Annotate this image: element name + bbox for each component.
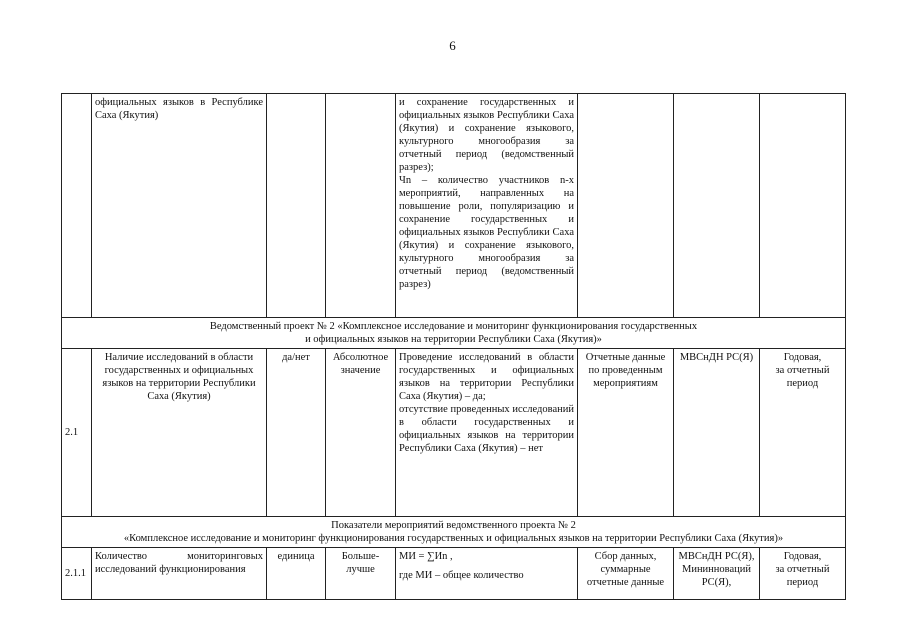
cell-responsible: [674, 94, 760, 318]
formula-expression: МИ = ∑Иn ,: [399, 551, 453, 562]
cell-source: [578, 94, 674, 318]
cell-num: 2.1: [62, 349, 92, 517]
cell-type: Больше-лучше: [326, 548, 396, 600]
table-row: [62, 548, 846, 600]
section-header-row: [62, 517, 846, 548]
cell-type: Абсолютное значение: [326, 349, 396, 517]
cell-formula: и сохранение государственных и официальных языков Республики Саха (Якутия) и сохранение языкового, культурного многообразия за отчетный период (ведомственный разрез); Чn – количество участников n-х мероприятий, направленных на повышение роли, популяризацию и сохранение государственных и официальных языков Республики Саха (Якутия) и сохранение языкового, культурного многообразия за отчетный период (ведомственный разрез): [396, 94, 578, 318]
cell-indicator-name: Количество мониторинговых исследований функционирования: [92, 548, 267, 600]
cell-indicator-name: официальных языков в Республике Саха (Якутия): [92, 94, 267, 318]
cell-source: Отчетные данные по проведенным мероприятиям: [578, 349, 674, 517]
table-row: [62, 94, 846, 318]
cell-unit: [267, 94, 326, 318]
page-number: 6: [449, 38, 456, 53]
cell-formula: Проведение исследований в области государственных и официальных языков на территории Республики Саха (Якутия) – да; отсутствие проведенных исследований в области государственных и официальных языков на территории Республики Саха (Якутия) – нет: [396, 349, 578, 517]
cell-responsible: МВСнДН РС(Я): [674, 349, 760, 517]
cell-period: Годовая, за отчетный период: [760, 548, 846, 600]
cell-responsible: МВСнДН РС(Я), Мининноваций РС(Я),: [674, 548, 760, 600]
formula-note: где МИ – общее количество: [399, 570, 524, 581]
section-header-activities: Показатели мероприятий ведомственного проекта № 2 «Комплексное исследование и мониторинг функционирования государственных и официальных языков на территории Республики Саха (Якутия)»: [62, 517, 846, 548]
cell-unit: единица: [267, 548, 326, 600]
cell-num: [62, 94, 92, 318]
cell-type: [326, 94, 396, 318]
section-header-row: [62, 318, 846, 349]
cell-period: Годовая, за отчетный период: [760, 349, 846, 517]
cell-formula: [396, 548, 578, 600]
cell-indicator-name: Наличие исследований в области государственных и официальных языков на территории Республики Саха (Якутия): [92, 349, 267, 517]
section-header-project-2: Ведомственный проект № 2 «Комплексное исследование и мониторинг функционирования государственных и официальных языков на территории Республики Саха (Якутия)»: [62, 318, 846, 349]
cell-num: 2.1.1: [62, 548, 92, 600]
cell-source: Сбор данных, суммарные отчетные данные: [578, 548, 674, 600]
cell-unit: да/нет: [267, 349, 326, 517]
table-row: [62, 349, 846, 517]
indicators-table: [61, 93, 846, 600]
cell-period: [760, 94, 846, 318]
